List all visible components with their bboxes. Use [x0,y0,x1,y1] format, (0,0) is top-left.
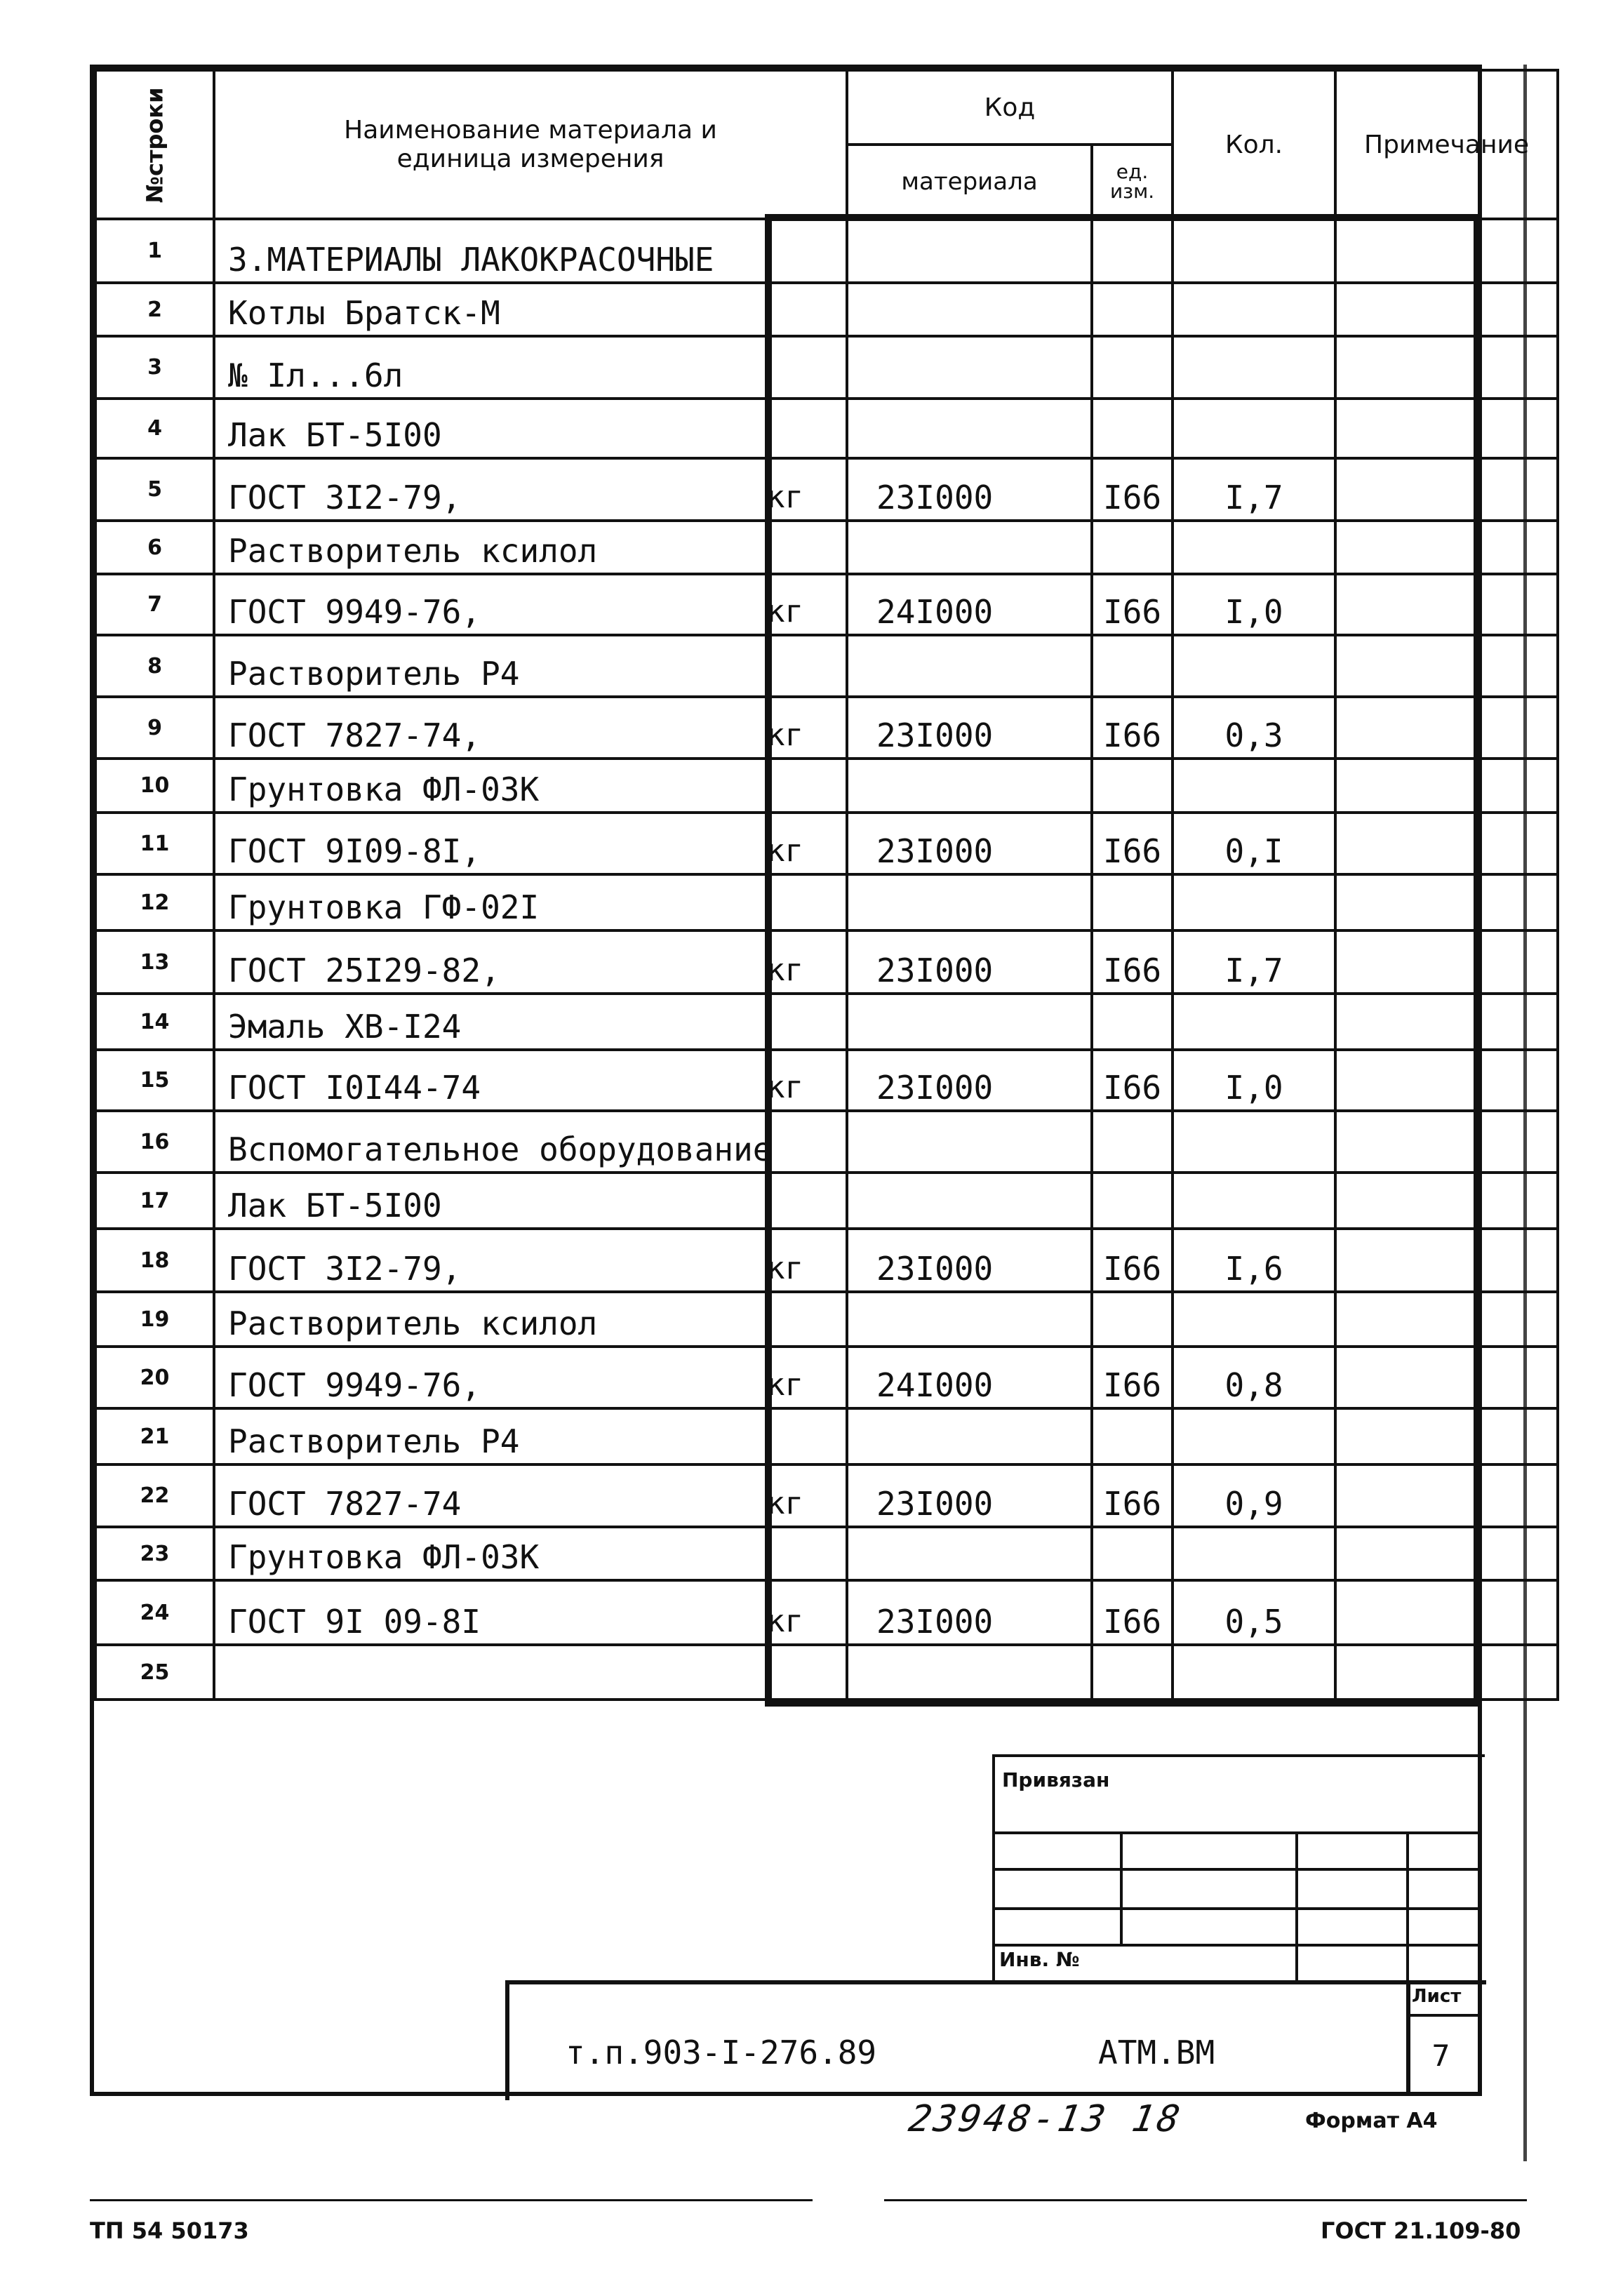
material-name: ГОСТ 9949-76, [228,593,481,631]
row-number: 1 [95,219,214,283]
material-code [847,1173,1092,1229]
quantity [1173,1645,1335,1700]
unit-of-measure: кг [766,1367,804,1403]
table-row [95,458,1558,521]
material-name: ГОСТ 9I09-8I, [228,832,481,870]
table-row [95,930,1558,994]
note [1335,1464,1558,1527]
note [1335,1408,1558,1464]
material-name: ГОСТ 3I2-79, [228,1250,462,1288]
table-row [95,759,1558,813]
row-number: 24 [95,1580,214,1645]
quantity [1173,635,1335,697]
sheet-number: 7 [1431,2038,1450,2073]
quantity [1173,521,1335,574]
row-number: 21 [95,1408,214,1464]
material-name: № Iл...6л [228,356,403,394]
material-name: ГОСТ 7827-74 [228,1485,462,1523]
doc-code: т.п.903-I-276.89 [566,2034,877,2071]
row-number: 6 [95,521,214,574]
material-name: ГОСТ 25I29-82, [228,952,500,989]
material-name: Растворитель ксилол [228,532,598,570]
row-number: 13 [95,930,214,994]
material-name: Лак БТ-5I00 [228,1187,442,1224]
table-row [95,697,1558,759]
footer-left-code: ТП 54 50173 [90,2217,249,2244]
table-body [95,219,1558,1700]
note [1335,1347,1558,1408]
material-name-cell [214,813,847,874]
material-name-cell [214,635,847,697]
material-code: 23I000 [847,1580,1092,1645]
doc-mark: АТМ.ВМ [1098,2034,1215,2071]
row-number-header [95,70,214,219]
privyazan-label: Привязан [1002,1768,1110,1791]
row-number: 4 [95,399,214,458]
material-name: Лак БТ-5I00 [228,416,442,454]
unit-code: I66 [1092,930,1173,994]
material-code: 23I000 [847,458,1092,521]
row-number: 19 [95,1292,214,1347]
unit-code: I66 [1092,458,1173,521]
note [1335,399,1558,458]
material-name-cell [214,994,847,1050]
material-name-cell [214,1645,847,1700]
unit-code [1092,635,1173,697]
quantity [1173,994,1335,1050]
material-name-cell [214,1111,847,1173]
material-code [847,635,1092,697]
unit-of-measure: кг [766,1069,804,1105]
note [1335,1050,1558,1111]
table-row [95,1645,1558,1700]
unit-code [1092,1173,1173,1229]
quantity: I,6 [1173,1229,1335,1292]
material-code: 23I000 [847,930,1092,994]
quantity [1173,1408,1335,1464]
unit-code [1092,1292,1173,1347]
row-number-header-label: №строки [141,86,168,203]
quantity [1173,1292,1335,1347]
quantity [1173,283,1335,336]
material-name-cell [214,759,847,813]
sheet-label: Лист [1412,1986,1462,2007]
material-name: ГОСТ I0I44-74 [228,1069,481,1107]
quantity [1173,1527,1335,1580]
row-number: 25 [95,1645,214,1700]
row-number: 3 [95,336,214,399]
table-row [95,336,1558,399]
table-row [95,1464,1558,1527]
material-code: 23I000 [847,813,1092,874]
material-name-cell [214,1229,847,1292]
material-code [847,759,1092,813]
stamp-line [1406,1831,1409,1982]
unit-code [1092,219,1173,283]
code-header: Код [847,70,1173,145]
unit-code [1092,1645,1173,1700]
row-number: 16 [95,1111,214,1173]
material-name-cell [214,1527,847,1580]
unit-code [1092,874,1173,930]
header-row-1 [95,70,1558,145]
row-number: 23 [95,1527,214,1580]
material-code [847,874,1092,930]
note [1335,759,1558,813]
row-number: 9 [95,697,214,759]
format-label: Формат А4 [1305,2109,1438,2133]
material-code [847,1408,1092,1464]
unit-code [1092,336,1173,399]
stamp-line [1120,1831,1123,1944]
material-name-cell [214,283,847,336]
note [1335,1580,1558,1645]
unit-code: I66 [1092,813,1173,874]
note [1335,697,1558,759]
row-number: 5 [95,458,214,521]
unit-code [1092,994,1173,1050]
unit-code [1092,1527,1173,1580]
material-name-cell [214,336,847,399]
material-code: 23I000 [847,697,1092,759]
unit-of-measure: кг [766,594,804,629]
material-name-cell [214,1580,847,1645]
table-row [95,1408,1558,1464]
table-row [95,813,1558,874]
material-code [847,1111,1092,1173]
row-number: 14 [95,994,214,1050]
material-name-cell [214,1464,847,1527]
material-code: 23I000 [847,1229,1092,1292]
row-number: 22 [95,1464,214,1527]
note [1335,283,1558,336]
quantity [1173,759,1335,813]
unit-of-measure: кг [766,479,804,515]
sheet-divider [1406,2014,1482,2017]
material-code [847,1645,1092,1700]
note [1335,930,1558,994]
material-name-cell [214,1050,847,1111]
material-code [847,1527,1092,1580]
quantity: 0,5 [1173,1580,1335,1645]
code-unit-header: ед. изм. [1092,145,1173,219]
note [1335,635,1558,697]
note [1335,458,1558,521]
material-name-cell [214,399,847,458]
table-row [95,1527,1558,1580]
unit-code [1092,759,1173,813]
quantity: I,7 [1173,458,1335,521]
row-number: 7 [95,574,214,635]
table-row [95,994,1558,1050]
material-code: 24I000 [847,574,1092,635]
inv-no-label: Инв. № [999,1948,1080,1971]
material-name: Грунтовка ФЛ-03К [228,770,540,808]
table-row [95,874,1558,930]
material-name: 3.МАТЕРИАЛЫ ЛАКОКРАСОЧНЫЕ [228,241,714,279]
table-row [95,219,1558,283]
material-name: Растворитель Р4 [228,655,520,693]
materials-table [94,69,1559,1701]
unit-code: I66 [1092,1580,1173,1645]
note [1335,994,1558,1050]
material-name-cell [214,1347,847,1408]
row-number: 2 [95,283,214,336]
note [1335,521,1558,574]
footer-right-code: ГОСТ 21.109-80 [1321,2217,1521,2244]
name-header: Наименование материала и единица измерения [214,70,847,219]
material-name: Котлы Братск-М [228,294,500,332]
unit-code: I66 [1092,1050,1173,1111]
quantity [1173,336,1335,399]
unit-of-measure: кг [766,1486,804,1521]
unit-of-measure: кг [766,717,804,753]
unit-of-measure: кг [766,833,804,869]
unit-code: I66 [1092,574,1173,635]
note [1335,1645,1558,1700]
qty-header: Кол. [1173,70,1335,219]
unit-code [1092,1111,1173,1173]
sheet-divider [1406,1980,1410,2096]
material-name: Эмаль ХВ-I24 [228,1008,462,1046]
unit-code: I66 [1092,1347,1173,1408]
material-code: 23I000 [847,1050,1092,1111]
quantity: 0,8 [1173,1347,1335,1408]
table-row [95,521,1558,574]
handwritten-number: 23948-13 18 [905,2098,1186,2140]
note [1335,1292,1558,1347]
material-name-cell [214,219,847,283]
table-row [95,1050,1558,1111]
code-material-header: материала [847,145,1092,219]
row-number: 17 [95,1173,214,1229]
unit-code [1092,283,1173,336]
material-name-cell [214,1292,847,1347]
quantity: I,7 [1173,930,1335,994]
quantity [1173,399,1335,458]
unit-of-measure: кг [766,1603,804,1639]
unit-code [1092,521,1173,574]
quantity [1173,219,1335,283]
material-name: Грунтовка ГФ-02I [228,888,540,926]
material-name: Грунтовка ФЛ-03К [228,1538,540,1576]
quantity: 0,I [1173,813,1335,874]
note [1335,574,1558,635]
row-number: 10 [95,759,214,813]
quantity [1173,1111,1335,1173]
note [1335,336,1558,399]
note [1335,1111,1558,1173]
table-row [95,635,1558,697]
note [1335,874,1558,930]
note-header: Примечание [1335,70,1558,219]
material-code [847,219,1092,283]
material-name-cell [214,874,847,930]
material-code [847,521,1092,574]
note [1335,219,1558,283]
note [1335,1229,1558,1292]
material-code: 24I000 [847,1347,1092,1408]
table-row [95,1229,1558,1292]
quantity: 0,3 [1173,697,1335,759]
row-number: 20 [95,1347,214,1408]
material-name-cell [214,574,847,635]
material-name: Вспомогательное оборудование [228,1130,773,1168]
material-code [847,336,1092,399]
quantity [1173,1173,1335,1229]
material-name-cell [214,1408,847,1464]
quantity: I,0 [1173,574,1335,635]
table-row [95,399,1558,458]
unit-code: I66 [1092,697,1173,759]
material-name: Растворитель Р4 [228,1422,520,1460]
material-name: Растворитель ксилол [228,1304,598,1342]
material-code [847,399,1092,458]
unit-code: I66 [1092,1229,1173,1292]
row-number: 15 [95,1050,214,1111]
material-name-cell [214,697,847,759]
material-name-cell [214,1173,847,1229]
table-row [95,283,1558,336]
material-name: ГОСТ 9I 09-8I [228,1603,481,1641]
table-row [95,1347,1558,1408]
material-name-cell [214,521,847,574]
table-row [95,574,1558,635]
unit-code: I66 [1092,1464,1173,1527]
material-name-cell [214,458,847,521]
material-name-cell [214,930,847,994]
row-number: 11 [95,813,214,874]
table-row [95,1292,1558,1347]
row-number: 12 [95,874,214,930]
table-row [95,1580,1558,1645]
material-code: 23I000 [847,1464,1092,1527]
material-code [847,1292,1092,1347]
quantity [1173,874,1335,930]
quantity: I,0 [1173,1050,1335,1111]
row-number: 8 [95,635,214,697]
table-row [95,1173,1558,1229]
unit-of-measure: кг [766,952,804,988]
stamp-line [1295,1831,1298,1982]
note [1335,1173,1558,1229]
unit-code [1092,1408,1173,1464]
table-row [95,1111,1558,1173]
material-name: ГОСТ 7827-74, [228,716,481,754]
row-number: 18 [95,1229,214,1292]
material-name: ГОСТ 9949-76, [228,1366,481,1404]
note [1335,1527,1558,1580]
unit-code [1092,399,1173,458]
unit-of-measure: кг [766,1250,804,1286]
footer-rule [884,2199,1527,2201]
material-name: ГОСТ 3I2-79, [228,479,462,516]
material-code [847,994,1092,1050]
material-code [847,283,1092,336]
footer-rule [90,2199,813,2201]
note [1335,813,1558,874]
quantity: 0,9 [1173,1464,1335,1527]
